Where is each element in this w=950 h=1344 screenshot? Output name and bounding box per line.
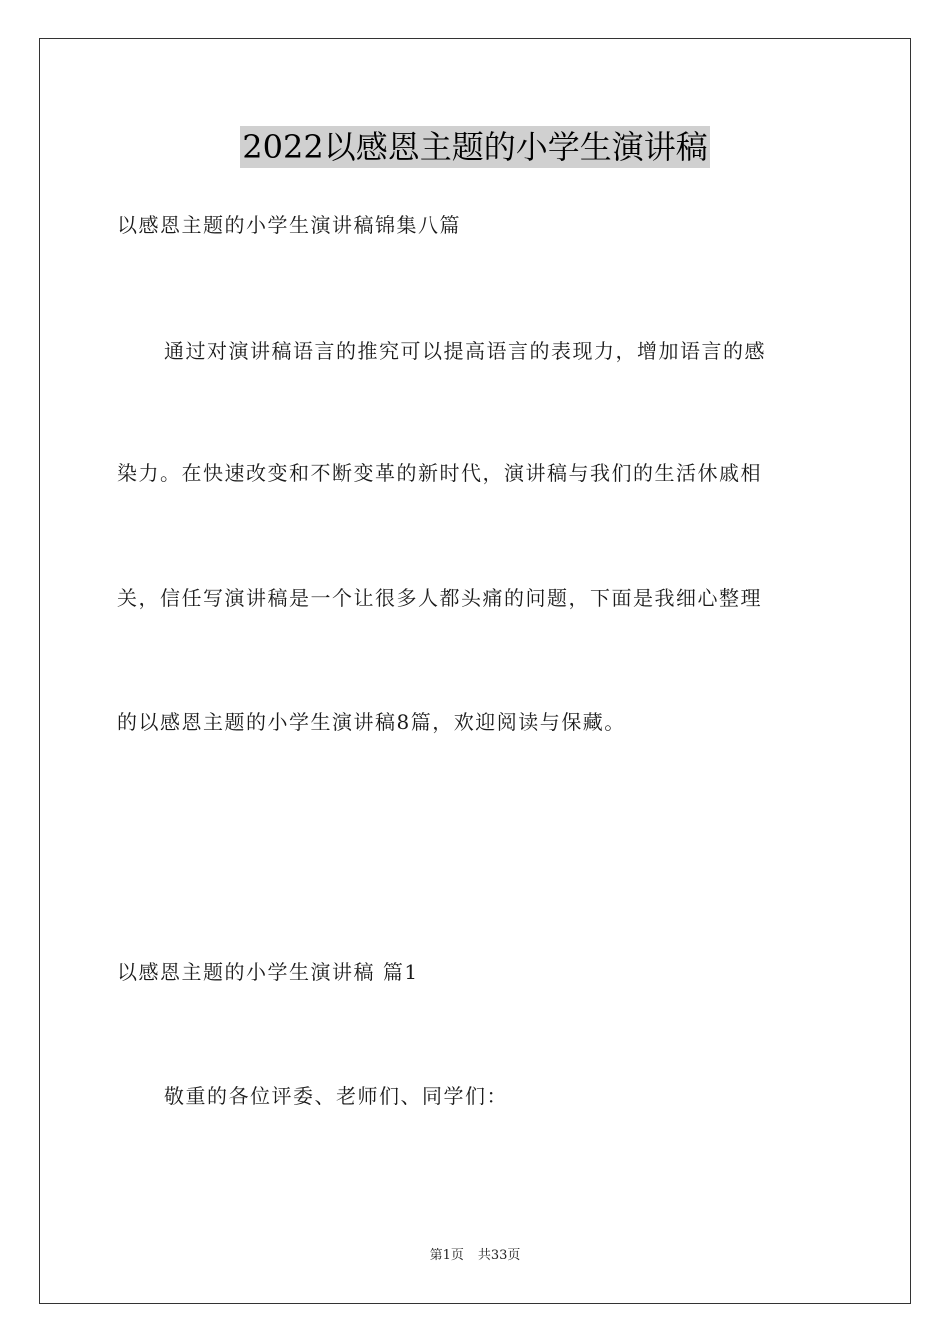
page-number-current: 第1页 xyxy=(429,1248,464,1263)
greeting-line: 敬重的各位评委、老师们、同学们： xyxy=(164,1084,508,1108)
intro-line-1: 通过对演讲稿语言的推究可以提高语言的表现力，增加语言的感 xyxy=(164,339,766,363)
intro-line-2: 染力。在快速改变和不断变革的新时代，演讲稿与我们的生活休戚相 xyxy=(117,461,762,485)
intro-line-4: 的以感恩主题的小学生演讲稿8篇，欢迎阅读与保藏。 xyxy=(117,710,626,734)
section-heading: 以感恩主题的小学生演讲稿 篇1 xyxy=(117,960,419,984)
document-subtitle: 以感恩主题的小学生演讲稿锦集八篇 xyxy=(117,213,461,237)
title-container xyxy=(0,126,950,168)
intro-line-3: 关，信任写演讲稿是一个让很多人都头痛的问题，下面是我细心整理 xyxy=(117,586,762,610)
document-title: 2022以感恩主题的小学生演讲稿 xyxy=(242,128,708,166)
page-number-total: 共33页 xyxy=(477,1248,521,1263)
page-footer xyxy=(0,1247,950,1265)
